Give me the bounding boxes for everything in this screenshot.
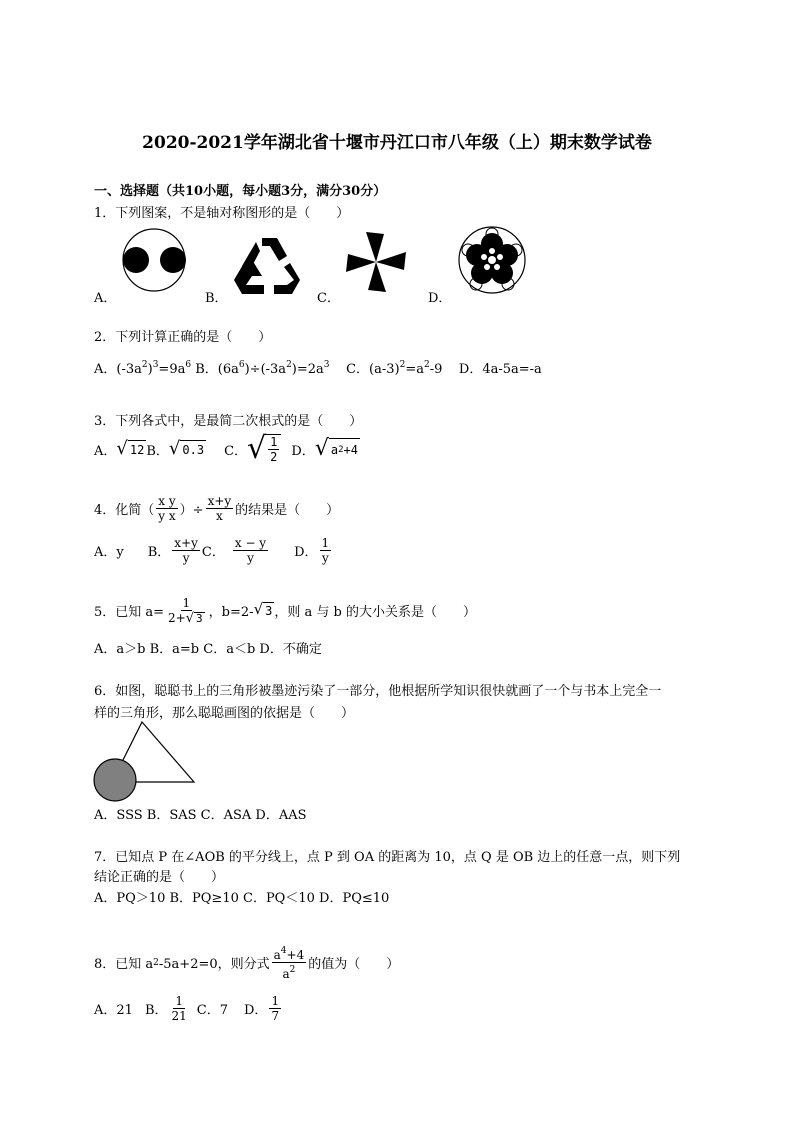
q6-options: A．SSS B．SAS C．ASA D．AAS: [94, 808, 307, 823]
q1-figure-c-pinwheel: [344, 230, 408, 294]
q3-stem: 3．下列各式中，是最简二次根式的是（ ）: [94, 414, 363, 429]
q2-stem: 2．下列计算正确的是（ ）: [94, 330, 272, 345]
q7-line1: 7．已知点 P 在∠AOB 的平分线上，点 P 到 OA 的距离为 10，点 Q 是 OB 边上的任意一点，则下列: [94, 850, 681, 865]
q1-stem: 1．下列图案，不是轴对称图形的是（ ）: [94, 206, 350, 221]
q8-stem: 8．已知 a 2 -5a+2=0，则分式 $\frac{a^4+4}{a^2}$ 的值为（ ）: [94, 946, 400, 981]
q6-line2: 样的三角形，那么聪聪画图的依据是（ ）: [94, 706, 355, 721]
q1-figure-b-recycle-triangle: [232, 236, 302, 298]
q2-options: A．$(-3a^2)^3=9a^6$ B．$(6a^6)\div(-3a^2)=2a^3$ C．$(a-3)^2=a^2-9$ D．4a-5a=-a: [94, 360, 542, 377]
q5-stem: 5．已知 a= 1 2+ √ 3 ，b=2- √ 3 ，则 a 与 b 的大小关系是（ ）: [94, 596, 476, 626]
q7-line2: 结论正确的是（ ）: [94, 870, 225, 885]
q6-line1: 6．如图，聪聪书上的三角形被墨迹污染了一部分，他根据所学知识很快就画了一个与书本上完全一: [94, 684, 662, 699]
q1-figure-d-flower-circle: [456, 224, 528, 296]
q1-option-a-label: A．: [94, 291, 117, 306]
q4-options: A．y B． $\frac{x+y}{y}$ C． $\frac{x - y}{y}$ D． $\frac{1}{y}$: [94, 536, 330, 565]
q7-options: A．PQ＞10 B．PQ≥10 C．PQ＜10 D．PQ≤10: [94, 891, 390, 906]
q1-option-b-label: B．: [205, 291, 228, 306]
exam-title: 2020-2021学年湖北省十堰市丹江口市八年级（上）期末数学试卷: [142, 133, 652, 153]
q8-options: A．21 B． $\frac{1}{21}$ C．7 D． $\frac{1}{7}$: [94, 994, 280, 1023]
q5-options: A．a＞b B．a=b C．a＜b D．不确定: [94, 642, 322, 657]
q1-option-d-label: D．: [428, 291, 452, 306]
section-heading: 一、选择题（共10小题，每小题3分，满分30分）: [94, 184, 387, 199]
q4-stem: 4．化简（ $\frac{\text{x y}}{\text{y x}}$ ）÷ $\frac{x+y}{x}$ 的结果是（ ）: [94, 494, 340, 523]
q3-options: A． √ 12 B． √ 0.3 C． √ $\frac{1}{2}$ D． √ a 2 +4: [94, 431, 358, 466]
q1-option-c-label: C．: [317, 291, 340, 306]
q1-figure-a-two-dots-circle: [118, 222, 190, 298]
q6-ink-stained-triangle: [92, 718, 200, 806]
